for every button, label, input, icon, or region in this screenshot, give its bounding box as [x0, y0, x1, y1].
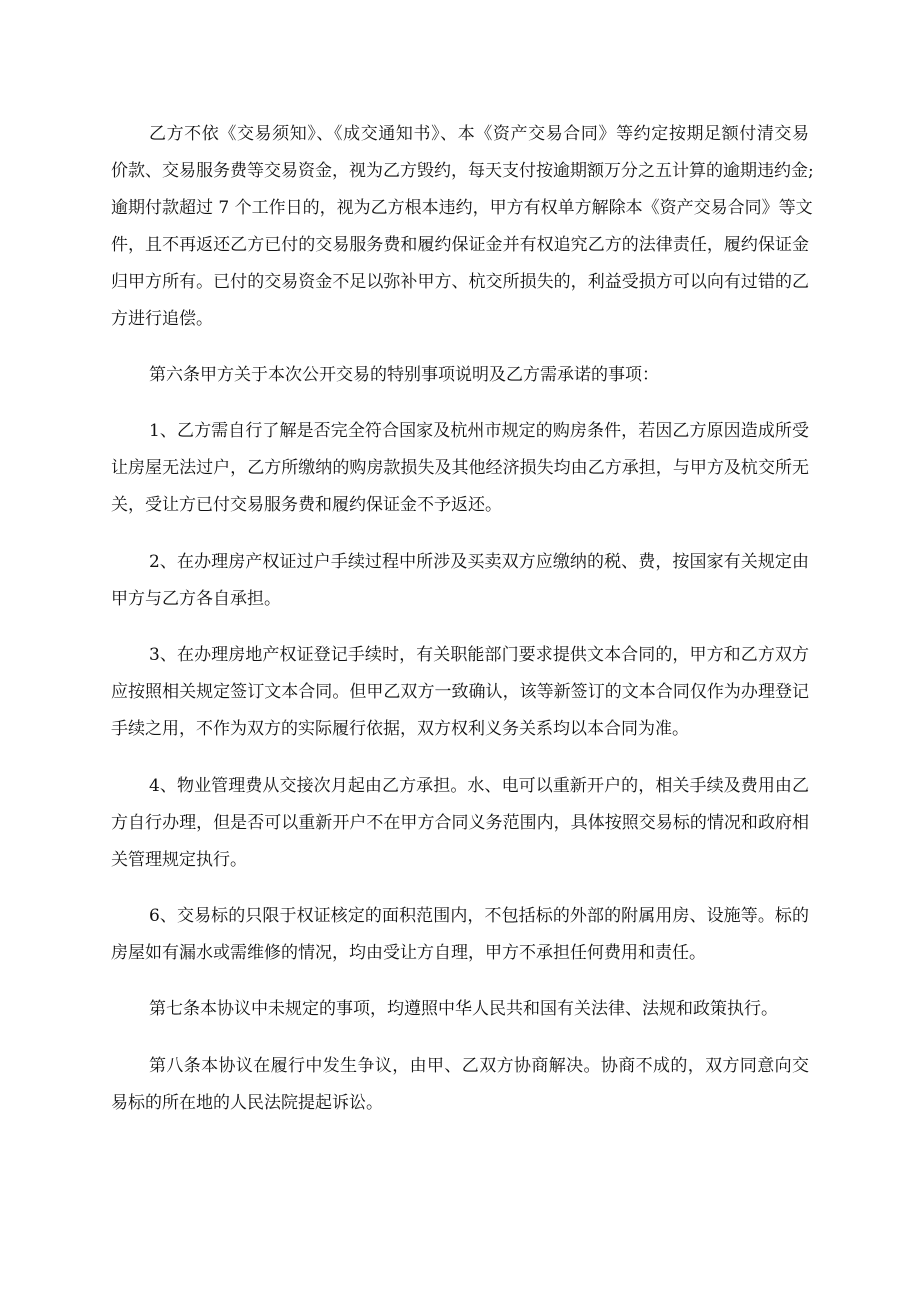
text-line: 乙方不依《交易须知》、《成交通知书》、本《资产交易合同》等约定按期足额付清交易: [149, 124, 809, 144]
text-line: 6、交易标的只限于权证核定的面积范围内，不包括标的外部的附属用房、设施等。标的: [149, 906, 809, 926]
text-line: 房屋如有漏水或需维修的情况，均由受让方自理，甲方不承担任何费用和责任。: [111, 943, 706, 963]
text-line: 第七条本协议中未规定的事项，均遵照中华人民共和国有关法律、法规和政策执行。: [149, 999, 778, 1019]
text-line: 方自行办理，但是否可以重新开户不在甲方合同义务范围内，具体按照交易标的情况和政府相: [111, 813, 809, 833]
text-line: 4、物业管理费从交接次月起由乙方承担。水、电可以重新开户的，相关手续及费用由乙: [149, 776, 809, 796]
text-line: 件，且不再返还乙方已付的交易服务费和履约保证金并有权追究乙方的法律责任，履约保证金: [111, 235, 809, 255]
text-line: 3、在办理房地产权证登记手续时，有关职能部门要求提供文本合同的，甲方和乙方双方: [149, 645, 809, 665]
text-line: 归甲方所有。已付的交易资金不足以弥补甲方、杭交所损失的，利益受损方可以向有过错的乙: [111, 272, 809, 292]
text-line: 逾期付款超过 7 个工作日的，视为乙方根本违约，甲方有权单方解除本《资产交易合同》等文: [111, 198, 813, 218]
text-line: 易标的所在地的人民法院提起诉讼。: [111, 1093, 383, 1113]
text-line: 1、乙方需自行了解是否完全符合国家及杭州市规定的购房条件，若因乙方原因造成所受: [149, 421, 809, 441]
text-line: 关管理规定执行。: [111, 850, 247, 870]
text-line: 方进行追偿。: [111, 309, 213, 329]
text-line: 价款、交易服务费等交易资金，视为乙方毁约，每天支付按逾期额万分之五计算的逾期违约金;: [111, 161, 814, 181]
text-line: 关，受让方已付交易服务费和履约保证金不予返还。: [111, 495, 502, 515]
text-line: 让房屋无法过户，乙方所缴纳的购房款损失及其他经济损失均由乙方承担，与甲方及杭交所无: [111, 458, 809, 478]
text-line: 第六条甲方关于本次公开交易的特别事项说明及乙方需承诺的事项：: [149, 365, 659, 385]
text-line: 应按照相关规定签订文本合同。但甲乙双方一致确认，该等新签订的文本合同仅作为办理登记: [111, 682, 809, 702]
text-line: 手续之用，不作为双方的实际履行依据，双方权利义务关系均以本合同为准。: [111, 719, 689, 739]
text-line: 甲方与乙方各自承担。: [111, 589, 281, 609]
text-line: 第八条本协议在履行中发生争议，由甲、乙双方协商解决。协商不成的，双方同意向交: [149, 1056, 809, 1076]
text-line: 2、在办理房产权证过户手续过程中所涉及买卖双方应缴纳的税、费，按国家有关规定由: [149, 552, 809, 572]
